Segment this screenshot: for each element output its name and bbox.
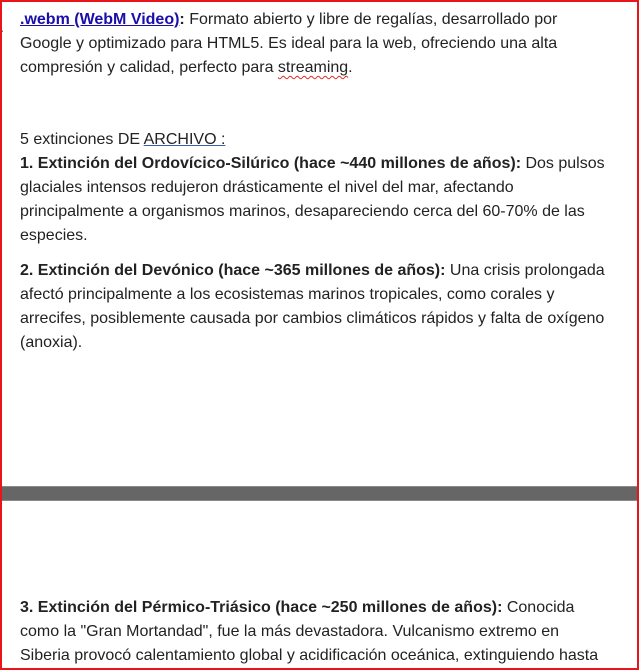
webm-paragraph	[0, 8, 620, 80]
item1-line3: principalmente a organismos marinos, desapareciendo cerca del 60-70% de las	[20, 203, 585, 220]
webm-line3: compresión y calidad, perfecto para	[20, 59, 278, 76]
extinctions-heading	[20, 128, 620, 152]
item2-title: 2. Extinción del Devónico (hace ~365 millones de años):	[20, 262, 446, 279]
item2-line1: Una crisis prolongada	[445, 262, 605, 279]
item3-line3: Siberia provocó calentamiento global y acidificación oceánica, extinguiendo hasta	[20, 647, 599, 664]
extinction-item-1	[20, 152, 620, 248]
item3-title: 3. Extinción del Pérmico-Triásico (hace ~250 millones de años):	[20, 599, 503, 616]
item3-line2: como la "Gran Mortandad", fue la más devastadora. Vulcanismo extremo en	[20, 623, 560, 640]
item1-line2: glaciales intensos redujeron drásticamente el nivel del mar, afectando	[20, 179, 514, 196]
webm-link[interactable]: .webm (WebM Video)	[20, 11, 180, 28]
page-separator	[2, 486, 637, 501]
extinction-item-3	[20, 596, 620, 668]
webm-line2: Google y optimizado para HTML5. Es ideal para la web, ofreciendo una alta	[20, 35, 558, 52]
item2-line4: (anoxia).	[20, 334, 83, 351]
document-page-2	[2, 501, 637, 668]
item1-title: 1. Extinción del Ordovícico-Silúrico (hace ~440 millones de años):	[20, 155, 522, 172]
item3-line1: Conocida	[502, 599, 575, 616]
spellcheck-word[interactable]: streaming	[277, 59, 349, 76]
webm-line1: Formato abierto y libre de regalías, desarrollado por	[184, 11, 558, 28]
webm-colon: :	[179, 11, 185, 28]
list-bullet: .	[0, 19, 4, 35]
heading-text: 5 extinciones DE	[20, 131, 144, 148]
item1-line4: especies.	[20, 227, 88, 244]
heading-underlined: ARCHIVO :	[143, 131, 226, 148]
item2-line3: arrecifes, posiblemente causada por cambios climáticos rápidos y falta de oxígeno	[20, 310, 605, 327]
webm-line3-end: .	[348, 59, 353, 76]
document-page-1	[2, 2, 637, 486]
item2-line2: afectó principalmente a los ecosistemas marinos tropicales, como corales y	[20, 286, 555, 303]
extinction-item-2	[20, 259, 620, 355]
item1-line1: Dos pulsos	[521, 155, 605, 172]
